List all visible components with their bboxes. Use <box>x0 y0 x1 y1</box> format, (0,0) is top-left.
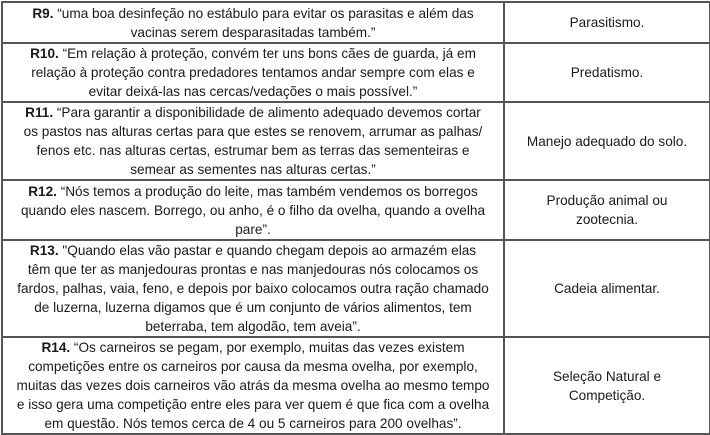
quote-cell <box>2 102 504 180</box>
response-id: R11. <box>25 105 54 120</box>
table-row <box>2 2 710 43</box>
quote-text: “Para garantir a disponibilidade de alimento adequado devemos cortar os pastos nas alturas certas para que estes se renovem, arrumar as palhas/ fenos etc. nas alturas certas, estrumar bem as terras das sementeiras e semear as sementes nas alturas certas.” <box>23 105 483 177</box>
quote-cell <box>2 240 504 337</box>
quote-text: “Em relação à proteção, convém ter uns bons cães de guarda, já em relação à proteção contra predadores tentamos andar sempre com elas e evitar deixá-las nas cercas/vedações o mais possível.” <box>31 46 476 99</box>
response-id: R12. <box>28 183 57 199</box>
quote-text: “Os carneiros se pegam, por exemplo, muitas das vezes existem competições entre os carneiros por causa da mesma ovelha, por exemplo, muitas das vezes dois carneiros vão atrás da mesma ovelha ao mesmo tempo e isso gera uma competição entre eles para ver quem é que fica com a ovelha em questão. Nós temos cerca de 4 ou 5 carneiros para 200 ovelhas”. <box>16 340 490 431</box>
quote-text: “Nós temos a produção do leite, mas também vendemos os borregos quando eles nascem. Borrego, ou anho, é o filho da ovelha, quando a ovelha pare”. <box>20 183 486 237</box>
table-row <box>2 180 710 240</box>
table-row <box>2 240 710 337</box>
category-cell: Manejo adequado do solo. <box>504 102 710 180</box>
table-row <box>2 43 710 102</box>
quote-cell <box>2 337 504 434</box>
table-row <box>2 102 710 180</box>
quote-cell <box>2 2 504 43</box>
category-cell: Produção animal ou zootecnia. <box>504 180 710 240</box>
responses-table <box>1 1 710 435</box>
quote-text: "Quando elas vão pastar e quando chegam depois ao armazém elas têm que ter as manjedouras prontas e nas manjedouras nós colocamos os fardos, palhas, vaia, feno, e depois por baixo colocamos outra ração chamado de luzerna, luzerna digamos que é um conjunto de vários alimentos, tem beterraba, tem algodão, tem aveia”. <box>17 243 489 334</box>
quote-cell <box>2 43 504 102</box>
category-cell: Predatismo. <box>504 43 710 102</box>
response-id: R10. <box>30 46 59 61</box>
category-cell: Cadeia alimentar. <box>504 240 710 337</box>
quote-text: “uma boa desinfeção no estábulo para evitar os parasitas e além das vacinas serem desparasitadas também.” <box>57 5 474 40</box>
response-id: R9. <box>32 5 54 21</box>
category-cell: Seleção Natural e Competição. <box>504 337 710 434</box>
quote-cell <box>2 180 504 240</box>
response-id: R13. <box>29 243 59 258</box>
table-row <box>2 337 710 434</box>
response-id: R14. <box>41 340 71 355</box>
category-cell: Parasitismo. <box>504 2 710 43</box>
